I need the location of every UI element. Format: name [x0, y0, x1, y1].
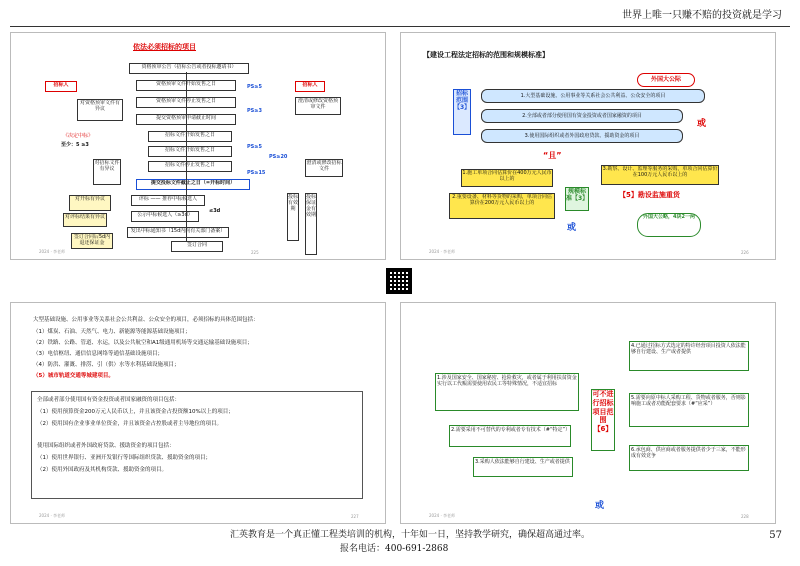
qr-code [386, 268, 412, 294]
flow-step-10: 公示中标候选人（≥3d） [131, 211, 199, 222]
slide2-scale-item-3: 3.勘察、设计、监理等服务的采购，单项合同估算价在100万元人民币以上的 [601, 165, 719, 185]
slide4-left-item-3: 3.采购人依法能够自行建设、生产或者提供 [473, 457, 573, 477]
slide3-intro: 大型基础设施、公用事业等关系社会公共利益、公众安全的项目，必须招标的具体范围包括： [33, 317, 259, 323]
label-bid-validity: 投标有效期 [287, 193, 299, 241]
slide2-title: 【建设工程法定招标的范围和规模标准】 [423, 51, 549, 59]
header-rule [10, 26, 790, 27]
slide3-box-item-1: （1）使用预算资金200万元人民币以上，并且该资金占投资额10%以上的项目； [37, 409, 234, 415]
slide2-cloud-bottom: “外国大公略，4块2一两” [637, 213, 701, 237]
slide2-scale-item-1: 1.施工单项合同估算价在400万元人民币以上的 [461, 169, 553, 187]
slide2-scale-badge: 规模标准【3】 [565, 187, 589, 211]
flow-step-6: 招标文件开始发售之日 [148, 146, 232, 157]
flow-step-9: 评标 —— 推荐中标候选人 [131, 195, 205, 206]
flow-spine [186, 72, 187, 242]
slide2-page-num: 226 [741, 250, 749, 255]
mid-note: ≤3d [209, 208, 221, 214]
slide4-center: 可不进行招标项目范围【6】 [591, 389, 615, 451]
ps-label-4: PS≥20 [269, 154, 288, 160]
slide4-left-item-2: 2.需要采用不可替代的专利或者专有技术（#“特定”） [449, 425, 571, 447]
slide2-page-left: 2024 · 李老师 [429, 249, 455, 254]
label-prequal-objection: 对资格预审文件有异议 [77, 99, 123, 121]
flow-step-3: 资格预审文件停止发售之日 [136, 97, 236, 108]
slide3-box-intro: 全部或者部分使用国有资金投资或者国家融资的项目包括： [37, 397, 181, 403]
flow-step-4: 提交资格预审申请截止时间 [136, 114, 236, 125]
label-doc-objection: 对招标文件有异议 [93, 159, 121, 185]
flow-step-7: 招标文件停止发售之日 [148, 161, 232, 172]
slide3-list-1: （1）煤炭、石油、天然气、电力、新能源等能源基础设施项目； [33, 329, 191, 335]
slide3-page-num: 227 [351, 514, 359, 519]
flow-step-11: 发出中标通知书（15d内向有关部门备案） [127, 227, 229, 238]
flow-step-2: 资格预审文件开始发售之日 [136, 80, 236, 91]
slide1-page-left: 2024 · 李老师 [39, 249, 65, 254]
slide2-or-1: 或 [697, 119, 707, 129]
ps-label-5: PS≥15 [247, 170, 266, 176]
slide4-page-left: 2024 · 李老师 [429, 513, 455, 518]
ps-label-3: PS≥5 [247, 144, 262, 150]
slide1-page-num: 225 [251, 250, 259, 255]
flow-step-1: 资格预审公告（招标公告或者投标邀请书） [129, 63, 249, 74]
label-return-deposit: 签订合同后5d内退还保证金 [71, 233, 113, 249]
label-at-least: 至少：5 ≥3 [61, 142, 89, 148]
slide4-page-num: 228 [741, 514, 749, 519]
slide4-right-item-2: 5.需要向原中标人采购工程、货物或者服务，否则影响施工或者功能配套要求（#“应采”） [629, 393, 749, 427]
slide3-intl-intro: 使用国际组织或者外国政府贷款、援助资金的项目包括： [37, 443, 175, 449]
slide4-right-item-1: 4.已通过招标方式选定的特许经营项目投资人依法能够自行建设、生产或者提供 [629, 341, 749, 371]
footer-page-number: 57 [769, 530, 782, 541]
label-decision: 《决定中标》 [63, 133, 94, 139]
ps-label-2: PS≥3 [247, 108, 262, 114]
slide3-list-3: （3）电信枢纽、通信信息网络等通信基础设施项目； [33, 351, 164, 357]
slide2-scale-item-2: 2.重要设备、材料等货物的采购，单项合同估算价在200万元人民币以上的 [449, 193, 555, 219]
slide2-mnemonic: 【5】勘设监施重货 [619, 191, 680, 199]
label-tenderer-left: 招标人 [45, 81, 77, 92]
slide2-scope-item-1: 1.大型基础设施、公用事业等关系社会公共利益、公众安全的项目 [481, 89, 705, 103]
slide-2 [400, 32, 776, 260]
slide3-page-left: 2024 · 李老师 [39, 513, 65, 518]
slide3-intl-item-2: （2）使用外国政府及其机构贷款、援助资金的项目。 [37, 467, 168, 473]
label-result-objection: 对评标结果有异议 [63, 213, 107, 227]
slide2-and: “且” [543, 151, 562, 160]
flow-step-12: 签订合同 [171, 241, 223, 252]
slide3-box-item-2: （2）使用国有企业事业单位资金，并且该资金占控股或者主导地位的项目。 [37, 421, 223, 427]
slide-1 [10, 32, 386, 260]
slide-4 [400, 302, 776, 524]
slide4-left-item-1: 1.涉及国家安全、国家秘密、抢险救灾，或者属于利用扶贫资金实行以工代赈需要使用农民工等特殊情况，不适宜招标 [435, 373, 579, 411]
slide-3 [10, 302, 386, 524]
page-header-title: 世界上唯一只赚不赔的投资就是学习 [622, 10, 782, 21]
label-clarify-doc: 澄清或修改招标文件 [305, 159, 343, 177]
flow-step-8: 提交投标文件截止之日（=开标时间） [136, 179, 250, 190]
slide2-scope-badge: 招标范围【3】 [453, 89, 471, 135]
label-deposit-validity: 投标保证金有效期 [305, 193, 317, 255]
label-clarify-prequal: 澄清或修改资格预审文件 [295, 97, 341, 115]
slide4-or: 或 [595, 501, 605, 511]
slide2-scope-item-3: 3.使用国际组织或者外国政府贷款、援助资金的项目 [481, 129, 683, 143]
slide4-right-item-3: 6.承包商、供应商或者服务提供者少于三家，不能形成有效竞争 [629, 445, 749, 471]
slide2-cloud-title: 外国大公际 [637, 73, 695, 87]
slide3-list-2: （2）铁路、公路、管道、水运，以及公共航空和A1级通用机场等交通运输基础设施项目； [33, 340, 253, 346]
slide2-or-2: 或 [567, 223, 577, 233]
slide3-intl-item-1: （1）使用世界银行、亚洲开发银行等国际组织贷款、援助资金的项目； [37, 455, 212, 461]
slide1-title: 依法必须招标的项目 [133, 43, 196, 51]
ps-label-1: PS≥5 [247, 84, 262, 90]
footer-line-1: 汇英教育是一个真正懂工程类培训的机构，十年如一日，坚持教学研究，确保超高通过率。 [230, 530, 591, 540]
footer-line-2: 报名电话：400-691-2868 [340, 544, 449, 554]
label-tenderer-right: 招标人 [295, 81, 325, 92]
slide3-list-5: （5）城市轨道交通等城建项目。 [33, 373, 114, 379]
flow-step-5: 招标文件开始发售之日 [148, 131, 232, 142]
slide2-scope-item-2: 2.全部或者部分使用国有资金投资或者国家融资的项目 [481, 109, 683, 123]
label-opening-objection: 对开标有异议 [69, 195, 111, 211]
slide3-list-4: （4）防洪、灌溉、排涝、引（供）水等水利基础设施项目； [33, 362, 180, 368]
